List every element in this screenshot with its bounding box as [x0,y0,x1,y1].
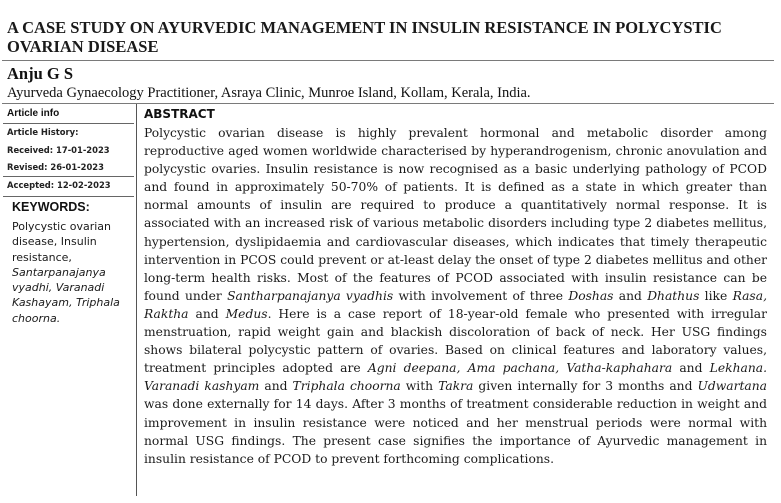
abstract-term: Medus [225,306,268,321]
abstract-segment: . Here is a case report of 18-year-old female who presented with irregular menstruation, rapid weight gain and blackish discoloration of back of neck. Her USG findings shows bilateral polycystic pattern of ovaries. Based on clinical features and laboratory values, treatment principles adopted are [144,306,767,376]
abstract-heading: ABSTRACT [144,107,215,121]
title-divider [2,60,774,61]
abstract-segment: was done externally for 14 days. After 3 months of treatment considerable reduction in weight and improvement in insulin resistance were noticed and her menstrual periods were normal with normal USG findings. The present case signifies the importance of Ayurvedic management in insulin resistance of PCOD to prevent forthcoming complications. [144,397,767,466]
abstract-segment: given internally for 3 months and [473,379,698,394]
abstract-segment: and [259,379,293,394]
accepted-date: Accepted: 12-02-2023 [7,180,111,190]
author-affiliation: Ayurveda Gynaecology Practitioner, Asraya Clinic, Munroe Island, Kollam, Kerala, India. [7,85,531,101]
history-divider [3,176,134,177]
abstract-segment: and [613,288,648,303]
article-title: A CASE STUDY ON AYURVEDIC MANAGEMENT IN INSULIN RESISTANCE IN POLYCYSTIC OVARIAN DISEASE [7,18,722,56]
author-name: Anju G S [7,64,74,83]
abstract-term: Lekhana. Varanadi kashyam [144,361,767,394]
abstract-segment: with involvement of three [393,288,569,303]
abstract-segment: like [699,288,733,303]
abstract-term: Dhathus [647,288,700,303]
keywords-plain: Polycystic ovarian disease, Insulin resistance, [12,220,112,264]
article-history-label: Article History: [7,127,79,137]
abstract-term: Agni deepana, Ama pachana, Vatha-kaphahara [367,361,673,376]
abstract-term: Santharpanajanya vyadhis [227,288,394,303]
abstract-segment: Polycystic ovarian disease is highly prevalent hormonal and metabolic disorder among reproductive aged women worldwide characterised by hyperandrogenism, chronic anovulation and polycystic ovaries. Insulin resistance is now recognised as a basic underlying pathology of PCOD and found in approximately 50-70% of patients. It is defined as a state in which greater than normal amounts of insulin are required to produce a quantitatively normal response. It is associated with an increased risk of various metabolic disorders including type 2 diabetes mellitus, hypertension, dyslipidaemia and cardiovascular diseases, which indicates that timely therapeutic intervention in PCOS could prevent or at-least delay the onset of type 2 diabetes mellitus and other long-term health risks. Most of the features of PCOD associated with insulin resistance can be found under [144,126,767,303]
abstract-term: Triphala choorna [292,379,401,394]
sidebar-divider [136,104,137,496]
article-info-heading: Article info [7,108,60,119]
abstract-term: Rasa, Raktha [144,288,767,321]
abstract-term: Doshas [568,288,614,303]
abstract-segment: and [188,306,226,321]
abstract-term: Takra [438,379,474,394]
abstract-segment: with [400,379,439,394]
abstract-text [144,124,767,468]
abstract-term: Udwartana [697,379,767,394]
abstract-segment: and [672,361,710,376]
keywords-heading: KEYWORDS: [12,200,90,214]
keywords-italic: Santarpanajanya vyadhi, Varanadi Kashayam, Triphala choorna. [12,265,120,325]
revised-date: Revised: 26-01-2023 [7,162,104,172]
keywords-list [12,219,132,326]
received-date: Received: 17-01-2023 [7,145,110,155]
keywords-divider [3,196,134,197]
article-info-divider [3,123,134,124]
